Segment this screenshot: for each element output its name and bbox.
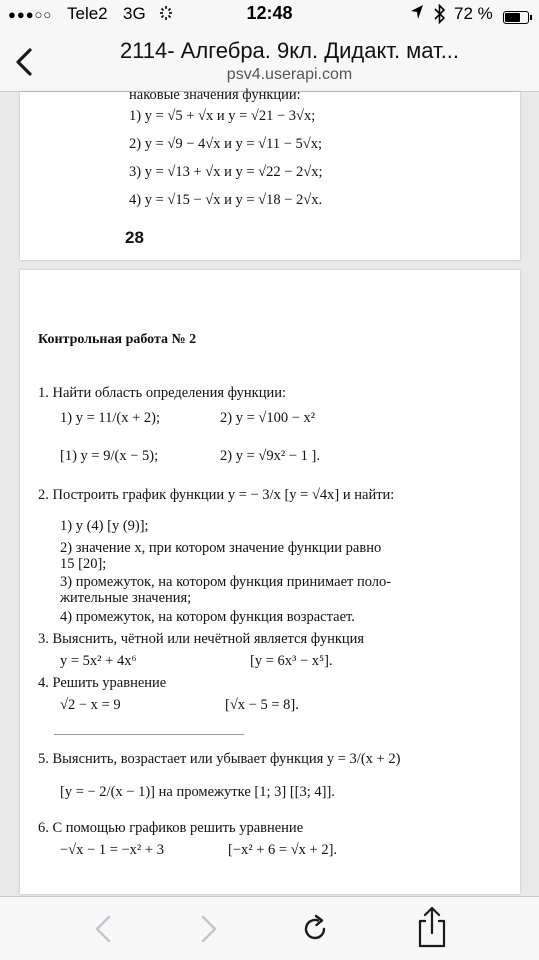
signal-strength-icon: ●●●○○ (8, 7, 53, 22)
task-2-item: жительные значения; (60, 590, 192, 606)
document-page-28 (20, 87, 520, 260)
task-5-label: 5. Выяснить, возрастает или убывает функция y = 3/(x + 2) (38, 751, 401, 767)
list-item: 2) y = √9 − 4√x и y = √11 − 5√x; (129, 136, 322, 152)
carrier-name: Tele2 (67, 4, 108, 23)
task-1-option: [1) y = 9/(x − 5); (60, 448, 159, 464)
status-bar (0, 0, 539, 34)
task-5-line: [y = − 2/(x − 1)] на промежутке [1; 3] [[3; 4]]. (60, 784, 335, 800)
back-icon[interactable] (86, 911, 122, 947)
task-1-option: 2) y = √9x² − 1 ]. (220, 448, 320, 464)
task-6-label: 6. С помощью графиков решить уравнение (38, 820, 304, 836)
share-icon[interactable] (414, 905, 450, 949)
section-heading: Контрольная работа № 2 (38, 332, 197, 347)
forward-icon[interactable] (190, 911, 226, 947)
task-3-label: 3. Выяснить, чётной или нечётной является функция (38, 631, 365, 647)
task-2-item: 15 [20]; (60, 556, 107, 572)
task-2-item: 4) промежуток, на котором функция возрастает. (60, 609, 355, 625)
task-3-alternative: [y = 6x³ − x⁵]. (250, 653, 333, 669)
partial-text-line: наковые значения функции: (129, 87, 301, 103)
document-page (20, 270, 520, 894)
battery-percent: 72 % (454, 4, 493, 23)
list-item: 4) y = √15 − √x и y = √18 − 2√x. (129, 192, 323, 208)
back-chevron-icon[interactable] (10, 42, 40, 82)
task-2-item: 3) промежуток, на котором функция принимает поло- (60, 574, 392, 590)
task-1-option: 1) y = 11/(x + 2); (60, 410, 160, 426)
network-type: 3G (123, 4, 146, 23)
battery-icon (503, 11, 529, 24)
task-4-alternative: [√x − 5 = 8]. (225, 697, 299, 713)
clock: 12:48 (246, 3, 293, 23)
task-3-equation: y = 5x² + 4x⁶ (60, 653, 137, 669)
navigation-bar (0, 34, 539, 92)
task-2-item: 2) значение x, при котором значение функции равно (60, 540, 382, 556)
browser-toolbar (0, 896, 539, 960)
battery-level-fill (505, 13, 520, 22)
bluetooth-icon (433, 3, 447, 30)
page-url: psv4.userapi.com (226, 66, 353, 83)
task-4-label: 4. Решить уравнение (38, 675, 167, 691)
task-4-equation: √2 − x = 9 (60, 697, 121, 713)
reload-icon[interactable] (298, 911, 334, 947)
task-2-label: 2. Построить график функции y = − 3/x [y = √4x] и найти: (38, 487, 395, 503)
task-1-option: 2) y = √100 − x² (220, 410, 316, 426)
list-item: 1) y = √5 + √x и y = √21 − 3√x; (129, 108, 316, 124)
page-number: 28 (125, 228, 144, 247)
document-title: 2114- Алгебра. 9кл. Дидакт. мат... (119, 38, 460, 63)
task-1-label: 1. Найти область определения функции: (38, 385, 287, 401)
task-2-item: 1) y (4) [y (9)]; (60, 518, 149, 534)
divider (54, 734, 244, 735)
location-arrow-icon (410, 4, 424, 24)
list-item: 3) y = √13 + √x и y = √22 − 2√x; (129, 164, 323, 180)
task-6-alternative: [−x² + 6 = √x + 2]. (228, 842, 338, 858)
task-6-equation: −√x − 1 = −x² + 3 (60, 842, 164, 858)
